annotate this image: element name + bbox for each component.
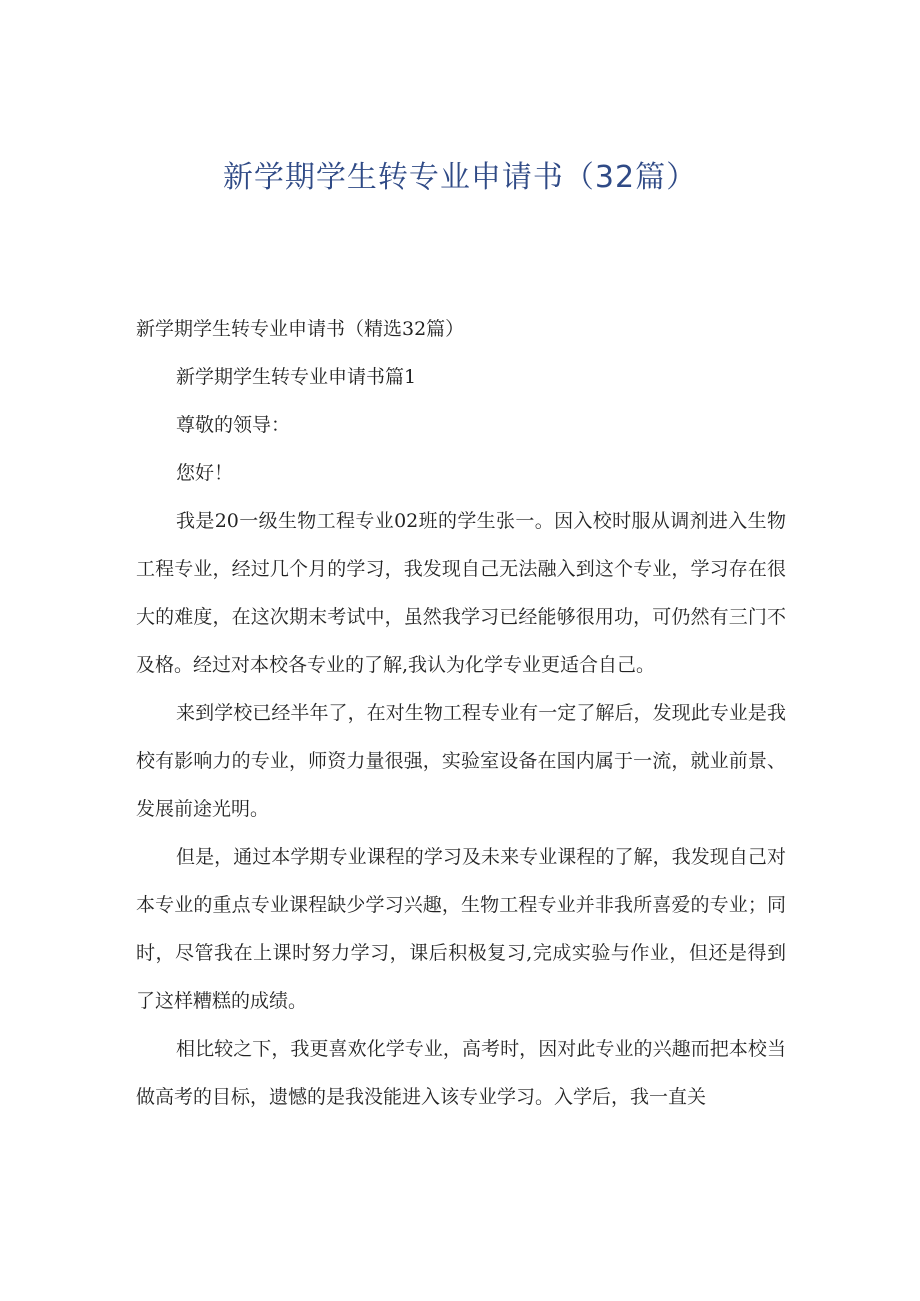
paragraph: 但是，通过本学期专业课程的学习及未来专业课程的了解，我发现自己对本专业的重点专业课程缺少学习兴趣，生物工程专业并非我所喜爱的专业；同时，尽管我在上课时努力学习，课后积极复习,完成实验与作业，但还是得到了这样糟糕的成绩。 xyxy=(136,846,786,1012)
paragraph: 我是20一级生物工程专业02班的学生张一。因入校时服从调剂进入生物工程专业，经过几个月的学习，我发现自己无法融入到这个专业，学习存在很大的难度，在这次期末考试中，虽然我学习已经能够很用功，可仍然有三门不及格。经过对本校各专业的了解,我认为化学专业更适合自己。 xyxy=(136,510,786,676)
salutation: 尊敬的领导： xyxy=(176,414,291,436)
greeting: 您好！ xyxy=(176,462,234,484)
document-title: 新学期学生转专业申请书（32篇） xyxy=(222,160,698,195)
paragraph: 来到学校已经半年了，在对生物工程专业有一定了解后，发现此专业是我校有影响力的专业，师资力量很强，实验室设备在国内属于一流，就业前景、发展前途光明。 xyxy=(136,702,786,820)
document-subtitle: 新学期学生转专业申请书（精选32篇） xyxy=(136,318,465,340)
paragraph: 相比较之下，我更喜欢化学专业，高考时，因对此专业的兴趣而把本校当做高考的目标，遗憾的是我没能进入该专业学习。入学后，我一直关 xyxy=(136,1038,786,1108)
section-heading: 新学期学生转专业申请书篇1 xyxy=(176,366,417,388)
document-body xyxy=(136,305,786,1121)
